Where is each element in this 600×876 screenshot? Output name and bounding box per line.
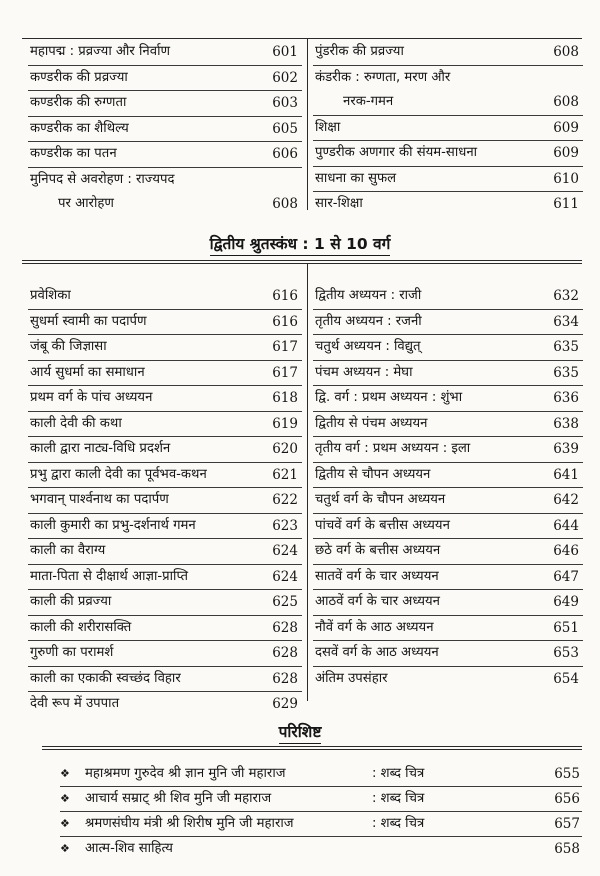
toc-entry [28, 667, 302, 693]
entry-page-number: 634 [553, 313, 579, 330]
toc-entry [313, 116, 583, 142]
toc-entry [28, 386, 302, 412]
entry-title: द्वितीय अध्ययन : राजी [315, 288, 422, 303]
entry-title: शिक्षा [315, 119, 341, 135]
toc-entry [313, 488, 583, 514]
toc-entry [28, 310, 302, 336]
entry-title: तृतीय वर्ग : प्रथम अध्ययन : इला [315, 441, 471, 456]
entry-page-number: 616 [272, 288, 298, 304]
entry-page-number: 628 [272, 619, 298, 636]
appendix-entry [60, 812, 582, 837]
entry-title: आठवें वर्ग के चार अध्ययन [315, 594, 440, 609]
entry-page-number: 608 [553, 44, 579, 60]
entry-title: कण्डरीक की रुग्णता [30, 95, 127, 110]
entry-page-number: 609 [553, 145, 579, 161]
entry-title: द्वितीय से पंचम अध्ययन [315, 415, 428, 431]
entry-title: जंबू की जिज्ञासा [30, 339, 107, 354]
entry-page-number: 624 [272, 568, 298, 585]
entry-page-number: 635 [553, 364, 579, 381]
entry-title: छठे वर्ग के बत्तीस अध्ययन [315, 543, 441, 558]
appendix-page-number: 656 [554, 791, 580, 807]
entry-page-number: 611 [553, 196, 579, 212]
toc-entry [313, 141, 583, 167]
section2-rule-top [22, 260, 582, 261]
appendix-title: श्रमणसंघीय मंत्री श्री शिरीष मुनि जी महाराज [85, 816, 294, 831]
toc-entry [28, 692, 302, 717]
toc-entry [313, 192, 583, 217]
appendix-title: आचार्य सम्राट् श्री शिव मुनि जी महाराज [85, 791, 272, 806]
entry-title: काली की प्रव्रज्या [30, 594, 112, 609]
toc-entry [313, 386, 583, 412]
toc-entry [28, 514, 302, 540]
section-heading-dvitiya [0, 232, 600, 254]
entry-title: दसवें वर्ग के आठ अध्ययन [315, 645, 439, 660]
entry-title: साधना का सुफल [315, 170, 397, 186]
diamond-bullet-icon: ❖ [60, 792, 70, 805]
toc-entry [28, 641, 302, 667]
entry-title: पुण्डरीक अणगार की संयम-साधना [315, 145, 478, 160]
entry-title: सार-शिक्षा [315, 196, 363, 211]
entry-page-number: 602 [272, 69, 298, 86]
mid-right-column [313, 284, 583, 691]
toc-entry [28, 361, 302, 387]
entry-page-number: 609 [553, 119, 579, 136]
toc-entry [313, 641, 583, 667]
toc-entry [28, 142, 302, 168]
entry-page-number: 605 [272, 120, 298, 137]
top-rule [22, 38, 582, 39]
toc-entry [313, 539, 583, 565]
entry-title: सातवें वर्ग के चार अध्ययन [315, 568, 439, 584]
entry-page-number: 619 [272, 415, 298, 432]
toc-entry [313, 284, 583, 310]
entry-page-number: 638 [553, 415, 579, 432]
toc-entry [313, 616, 583, 642]
appendix-heading [0, 720, 600, 742]
entry-title: अंतिम उपसंहार [315, 670, 388, 686]
entry-title: मुनिपद से अवरोहण : राज्यपद [30, 171, 175, 187]
mid-column-divider [307, 263, 308, 701]
entry-title: तृतीय अध्ययन : रजनी [315, 313, 422, 329]
entry-page-number: 654 [553, 670, 579, 687]
entry-title: महापद्म : प्रव्रज्या और निर्वाण [30, 44, 171, 59]
toc-entry [28, 616, 302, 642]
entry-title: भगवान् पार्श्वनाथ का पदार्पण [30, 492, 169, 507]
toc-entry [28, 168, 302, 193]
entry-page-number: 606 [272, 146, 298, 162]
toc-entry [28, 437, 302, 463]
entry-title: पंचम अध्ययन : मेघा [315, 364, 413, 380]
entry-page-number: 647 [553, 568, 579, 585]
entry-title: पुंडरीक की प्रव्रज्या [315, 44, 404, 59]
toc-entry [313, 361, 583, 387]
entry-page-number: 621 [272, 466, 298, 483]
toc-entry [28, 412, 302, 438]
diamond-bullet-icon: ❖ [60, 842, 70, 855]
entry-title: नौवें वर्ग के आठ अध्ययन [315, 619, 434, 635]
entry-title: आर्य सुधर्मा का समाधान [30, 364, 145, 380]
entry-title: प्रथम वर्ग के पांच अध्ययन [30, 390, 153, 405]
appendix-rule-top-2 [42, 749, 582, 750]
entry-page-number: 617 [272, 339, 298, 355]
entry-page-number: 618 [272, 390, 298, 406]
entry-page-number: 641 [553, 466, 579, 483]
entry-page-number: 629 [272, 696, 298, 712]
entry-title: देवी रूप में उपपात [30, 696, 120, 711]
entry-page-number: 644 [553, 517, 579, 534]
entry-page-number: 623 [272, 517, 298, 534]
entry-title: कण्डरीक की प्रव्रज्या [30, 69, 128, 85]
entry-title: सुधर्मा स्वामी का पदार्पण [30, 313, 147, 329]
entry-title: द्वि. वर्ग : प्रथम अध्ययन : शुंभा [315, 390, 463, 405]
entry-page-number: 636 [553, 390, 579, 406]
entry-page-number: 646 [553, 543, 579, 559]
toc-entry [28, 590, 302, 616]
toc-entry [28, 539, 302, 565]
entry-title: चतुर्थ वर्ग के चौपन अध्ययन [315, 492, 446, 507]
entry-page-number: 639 [553, 441, 579, 457]
toc-entry [28, 488, 302, 514]
entry-page-number: 624 [272, 543, 298, 559]
entry-title: काली का एकाकी स्वच्छंद विहार [30, 670, 181, 686]
appendix-kind: : शब्द चित्र [372, 791, 425, 806]
toc-entry [313, 167, 583, 193]
toc-entry [28, 192, 302, 217]
entry-title: चतुर्थ अध्ययन : विद्युत् [315, 339, 421, 354]
toc-entry [313, 514, 583, 540]
entry-page-number: 622 [272, 492, 298, 508]
toc-entry [313, 590, 583, 616]
entry-page-number: 625 [272, 594, 298, 610]
appendix-entry [60, 787, 582, 812]
mid-left-column [28, 284, 302, 717]
section-heading-text: द्वितीय श्रुतस्कंध : 1 से 10 वर्ग [210, 235, 391, 256]
appendix-entry [60, 837, 582, 861]
top-column-divider [307, 38, 308, 210]
entry-page-number: 610 [553, 170, 579, 187]
appendix-entry [60, 762, 582, 787]
entry-title: पर आरोहण [58, 196, 114, 211]
toc-entry [28, 91, 302, 117]
entry-page-number: 617 [272, 364, 298, 381]
entry-page-number: 628 [272, 670, 298, 687]
toc-entry [28, 565, 302, 591]
entry-title: प्रवेशिका [30, 288, 71, 303]
entry-page-number: 651 [553, 619, 579, 636]
appendix-page-number: 657 [554, 816, 580, 832]
entry-page-number: 603 [272, 95, 298, 111]
section2-rule-top-2 [22, 263, 582, 264]
toc-entry [28, 117, 302, 143]
toc-entry [313, 565, 583, 591]
entry-title: प्रभु द्वारा काली देवी का पूर्वभव-कथन [30, 466, 207, 482]
toc-entry [28, 335, 302, 361]
toc-entry [313, 412, 583, 438]
toc-entry [28, 66, 302, 92]
top-left-column [28, 40, 302, 217]
entry-title: कंडरीक : रुग्णता, मरण और [315, 69, 451, 85]
appendix-page-number: 658 [554, 841, 580, 857]
appendix-heading-text: परिशिष्ट [279, 723, 322, 744]
top-right-column [313, 40, 583, 217]
toc-entry [313, 335, 583, 361]
appendix-kind: : शब्द चित्र [372, 766, 425, 781]
toc-entry [28, 284, 302, 310]
entry-title: गुरुणी का परामर्श [30, 645, 114, 660]
entry-title: कण्डरीक का शैथिल्य [30, 120, 129, 136]
entry-title: द्वितीय से चौपन अध्ययन [315, 466, 431, 482]
toc-entry [28, 40, 302, 66]
entry-page-number: 601 [272, 44, 298, 60]
entry-title: काली देवी की कथा [30, 415, 122, 431]
entry-page-number: 642 [553, 492, 579, 508]
appendix-rule-top [42, 746, 582, 747]
entry-page-number: 632 [553, 288, 579, 304]
entry-title: काली कुमारी का प्रभु-दर्शनार्थ गमन [30, 517, 196, 533]
entry-title: काली का वैराग्य [30, 543, 106, 558]
toc-entry [313, 437, 583, 463]
toc-entry [313, 310, 583, 336]
toc-entry [313, 667, 583, 692]
toc-entry [313, 40, 583, 66]
entry-page-number: 635 [553, 339, 579, 355]
appendix-page-number: 655 [554, 766, 580, 782]
entry-page-number: 653 [553, 645, 579, 661]
entry-title: कण्डरीक का पतन [30, 146, 117, 161]
entry-title: माता-पिता से दीक्षार्थ आज्ञा-प्राप्ति [30, 568, 189, 584]
toc-entry [313, 66, 583, 91]
entry-page-number: 628 [272, 645, 298, 661]
diamond-bullet-icon: ❖ [60, 767, 70, 780]
entry-page-number: 649 [553, 594, 579, 610]
entry-page-number: 616 [272, 313, 298, 330]
diamond-bullet-icon: ❖ [60, 817, 70, 830]
toc-entry [28, 463, 302, 489]
entry-page-number: 608 [272, 196, 298, 212]
appendix-title: महाश्रमण गुरुदेव श्री ज्ञान मुनि जी महाराज [85, 766, 286, 781]
toc-entry [313, 463, 583, 489]
entry-title: नरक-गमन [343, 94, 394, 109]
entry-page-number: 620 [272, 441, 298, 457]
entry-page-number: 608 [553, 94, 579, 110]
entry-title: काली द्वारा नाट्य-विधि प्रदर्शन [30, 441, 171, 456]
appendix-title: आत्म-शिव साहित्य [85, 841, 173, 856]
entry-title: पांचवें वर्ग के बत्तीस अध्ययन [315, 517, 450, 533]
appendix-kind: : शब्द चित्र [372, 816, 425, 831]
entry-title: काली की शरीरासक्ति [30, 619, 132, 635]
toc-entry [313, 90, 583, 116]
